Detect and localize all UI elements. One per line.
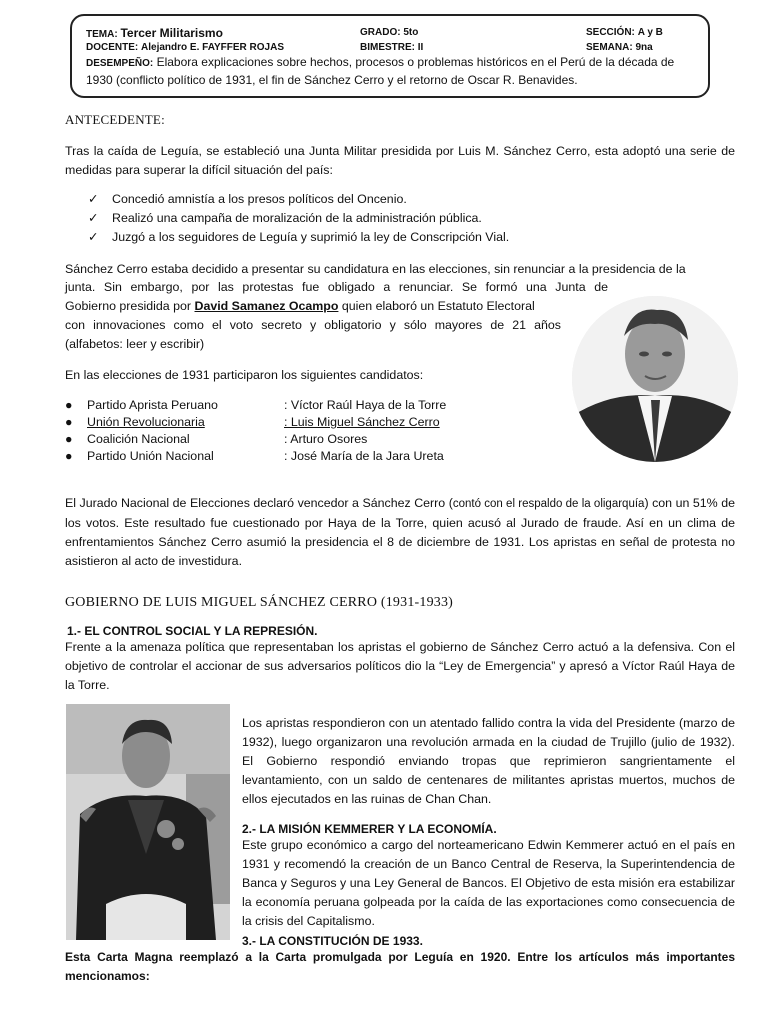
list-item: ● Partido Unión Nacional : José María de la Jara Ureta	[65, 449, 444, 463]
para2-line2: junta. Sin embargo, por las protestas fue obligado a renunciar. Se formó una Junta de	[65, 280, 608, 294]
antecedente-title: ANTECEDENTE:	[65, 112, 165, 127]
tema-value: Tercer Militarismo	[120, 26, 223, 40]
section-1-text2: Los apristas respondieron con un atentado fallido contra la vida del Presidente (marzo de 1932), luego organizaron una revolución armada en la ciudad de Trujillo (julio de 1932). El Gobierno respondió enviando tropas que reprimieron sangrientamente el levantamiento, con un saldo de centenares de militantes apristas muertos, muchos de ellos ejecutados en las ruinas de Chan Chan.	[242, 716, 735, 806]
bullet-icon: ●	[65, 432, 73, 446]
seccion-label: SECCIÓN:	[586, 27, 635, 38]
bullet-icon: ●	[65, 398, 73, 412]
list-item: ✓ Realizó una campaña de moralización de la administración pública.	[88, 209, 509, 228]
docente-value: Alejandro E. FAYFFER ROJAS	[141, 42, 285, 53]
checkmark-icon: ✓	[88, 230, 99, 244]
desempeno-field	[86, 54, 698, 88]
measures-list	[88, 190, 509, 247]
elections-intro: En las elecciones de 1931 participaron los siguientes candidatos:	[65, 368, 424, 382]
bimestre-field	[360, 41, 423, 55]
para2-line4: con innovaciones como el voto secreto y obligatorio y sólo mayores de 21 años	[65, 318, 561, 332]
samanez-name: David Samanez Ocampo	[194, 299, 339, 313]
grado-label: GRADO:	[360, 27, 401, 38]
header-box	[70, 14, 710, 98]
list-item: ● Unión Revolucionaria : Luis Miguel Sánchez Cerro	[65, 415, 440, 429]
tema-field	[86, 26, 223, 42]
section-1-title: 1.- EL CONTROL SOCIAL Y LA REPRESIÓN.	[67, 624, 318, 638]
list-item: ● Partido Aprista Peruano : Víctor Raúl Haya de la Torre	[65, 398, 447, 412]
tema-label: TEMA:	[86, 29, 118, 40]
section-1-text: Frente a la amenaza política que representaban los apristas el gobierno de Sánchez Cerro actuó a la defensiva. Con el objetivo de controlar el accionar de sus adversarios políticos dio la “Ley de Emergencia” y apresó a Víctor Raúl Haya de la Torre.	[65, 640, 735, 692]
seccion-field	[586, 26, 663, 40]
semana-label: SEMANA:	[586, 42, 633, 53]
bullet-icon: ●	[65, 415, 73, 429]
grado-field	[360, 26, 418, 40]
desempeno-value: Elabora explicaciones sobre hechos, procesos o problemas históricos en el Perú de la década de 1930 (conflicto político de 1931, el fin de Sánchez Cerro y el retorno de Oscar R. Benavides.	[86, 55, 675, 87]
docente-field	[86, 41, 284, 55]
grado-value: 5to	[403, 27, 419, 38]
list-item: ✓ Concedió amnistía a los presos políticos del Oncenio.	[88, 190, 509, 209]
list-item: ✓ Juzgó a los seguidores de Leguía y suprimió la ley de Conscripción Vial.	[88, 228, 509, 247]
checkmark-icon: ✓	[88, 192, 99, 206]
para2-line1: Sánchez Cerro estaba decidido a presentar su candidatura en las elecciones, sin renunciar a la presidencia de la	[65, 262, 686, 276]
bimestre-label: BIMESTRE:	[360, 42, 415, 53]
list-item: ● Coalición Nacional : Arturo Osores	[65, 432, 368, 446]
section-2-title: 2.- LA MISIÓN KEMMERER Y LA ECONOMÍA.	[242, 822, 497, 836]
portrait-sanchez-cerro-image	[66, 704, 230, 940]
election-result: El Jurado Nacional de Elecciones declaró vencedor a Sánchez Cerro (contó con el respaldo de la oligarquía) con un 51% de los votos. Este resultado fue cuestionado por Haya de la Torre, quien acusó al Jurado de fraude. Así en un clima de enfrentamientos Sánchez Cerro asumió la presidencia el 8 de diciembre de 1931. Los apristas en señal de protesta no asistieron al acto de investidura.	[65, 496, 735, 568]
docente-label: DOCENTE:	[86, 42, 139, 53]
section-3-text: Esta Carta Magna reemplazó a la Carta promulgada por Leguía en 1920. Entre los artículos más importantes mencionamos:	[65, 950, 735, 983]
para2-line5: (alfabetos: leer y escribir)	[65, 337, 205, 351]
para2-line3: Gobierno presidida por David Samanez Ocampo quien elaboró un Estatuto Electoral	[65, 299, 535, 313]
checkmark-icon: ✓	[88, 211, 99, 225]
semana-field	[586, 41, 653, 55]
candidates-list	[65, 397, 485, 465]
portrait-photo-icon	[66, 704, 230, 940]
bullet-icon: ●	[65, 449, 73, 463]
section-2-text: Este grupo económico a cargo del norteamericano Edwin Kemmerer actuó en el país en 1931 y recomendó la creación de un Banco Central de Reserva, la Superintendencia de Banca y Seguros y una Ley General de Bancos. El Objetivo de esta misión era estabilizar la economía peruana golpeada por la caída de las exportaciones como consecuencia de la crisis del Capitalismo.	[242, 838, 735, 928]
desempeno-label: DESEMPEÑO:	[86, 58, 154, 69]
seccion-value: A y B	[637, 27, 663, 38]
gobierno-title: GOBIERNO DE LUIS MIGUEL SÁNCHEZ CERRO (1931-1933)	[65, 595, 454, 610]
antecedente-intro: Tras la caída de Leguía, se estableció una Junta Militar presidida por Luis M. Sánchez Cerro, esta adoptó una serie de medidas para superar la difícil situación del país:	[65, 144, 735, 177]
bimestre-value: II	[417, 42, 424, 53]
section-3-title: 3.- LA CONSTITUCIÓN DE 1933.	[242, 934, 423, 948]
result-note: contó con el respaldo de la oligarquía	[452, 498, 645, 510]
semana-value: 9na	[635, 42, 653, 53]
